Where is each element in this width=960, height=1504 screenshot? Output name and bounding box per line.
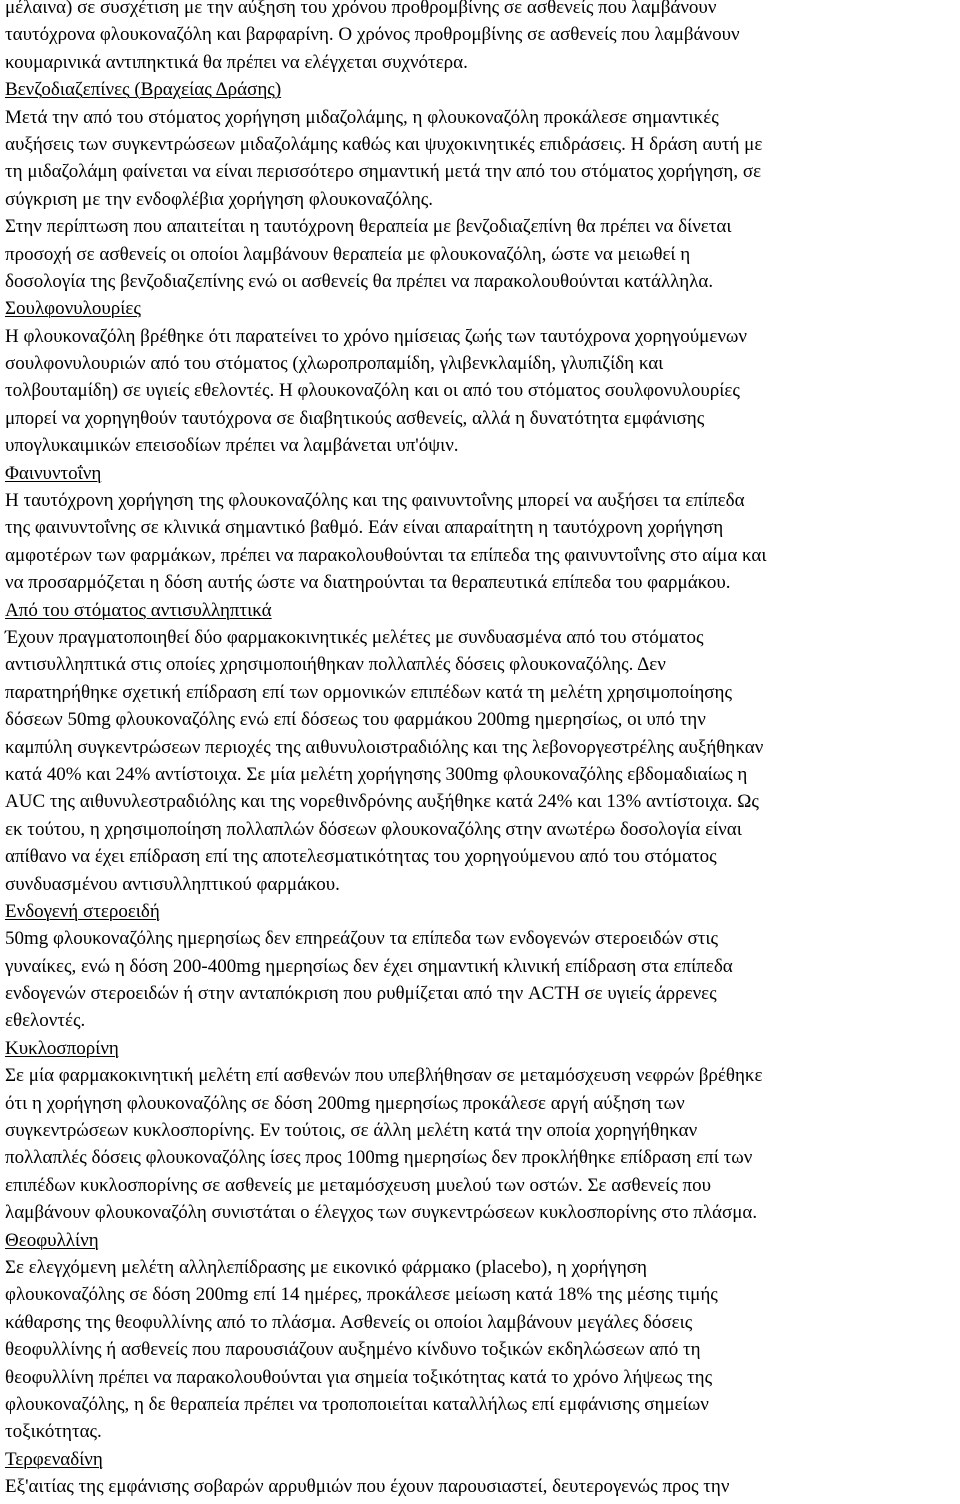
text-line: τη μιδαζολάμη φαίνεται να είναι περισσότερο σημαντική μετά την από του στόματος χορήγηση, σε <box>5 161 762 183</box>
paragraph <box>5 925 955 1035</box>
text-line: ταυτόχρονα φλουκοναζόλη και βαρφαρίνη. Ο χρόνος προθρομβίνης σε ασθενείς που λαμβάνουν <box>5 24 740 46</box>
section-heading <box>5 597 955 624</box>
heading-text: Από του στόματος αντισυλληπτικά <box>5 599 272 621</box>
text-line: AUC της αιθυνυλεστραδιόλης και της νορεθινδρόνης αυξήθηκε κατά 24% και 13% αντίστοιχα. Ως <box>5 791 759 813</box>
paragraph <box>5 0 955 76</box>
text-line: συνδυασμένου αντισυλληπτικού φαρμάκου. <box>5 873 340 895</box>
heading-text: Κυκλοσπορίνη <box>5 1037 119 1059</box>
paragraph <box>5 213 955 295</box>
text-line: ενδογενών στεροειδών ή στην ανταπόκριση που ρυθμίζεται από την ACTH σε υγιείς άρρενες <box>5 983 717 1005</box>
text-line: Η φλουκοναζόλη βρέθηκε ότι παρατείνει το χρόνο ημίσειας ζωής των ταυτόχρονα χορηγούμενων <box>5 325 748 347</box>
text-line: της φαινυντοΐνης σε κλινικά σημαντικό βαθμό. Εάν είναι απαραίτητη η ταυτόχρονη χορήγηση <box>5 517 724 539</box>
text-line: 50mg φλουκοναζόλης ημερησίως δεν επηρεάζουν τα επίπεδα των ενδογενών στεροειδών στις <box>5 928 718 950</box>
text-line: σουλφονυλουριών από του στόματος (χλωροπροπαμίδη, γλιβενκλαμίδη, γλυπιζίδη και <box>5 353 664 375</box>
section-heading <box>5 898 955 925</box>
paragraph <box>5 487 955 597</box>
text-line: Εξ'αιτίας της εμφάνισης σοβαρών αρρυθμιών που έχουν παρουσιαστεί, δευτερογενώς προς την <box>5 1476 730 1498</box>
paragraph <box>5 104 955 214</box>
text-line: φλουκοναζόλης, η δε θεραπεία πρέπει να τροποποιείται καταλλήλως επί εμφάνισης σημείων <box>5 1393 709 1415</box>
text-line: καμπύλη συγκεντρώσεων περιοχές της αιθυνυλοιστραδιόλης και της λεβονοργεστρέλης αυξήθηκαν <box>5 736 764 758</box>
section-heading <box>5 1227 955 1254</box>
text-line: υπογλυκαιμικών επεισοδίων πρέπει να λαμβάνεται υπ'όψιν. <box>5 435 459 457</box>
paragraph <box>5 1062 955 1226</box>
section-heading <box>5 1446 955 1473</box>
text-line: ότι η χορήγηση φλουκοναζόλης σε δόση 200mg ημερησίως προκάλεσε αργή αύξηση των <box>5 1092 685 1114</box>
paragraph <box>5 323 955 460</box>
text-line: λαμβάνουν φλουκοναζόλη συνιστάται ο έλεγχος των συγκεντρώσεων κυκλοσπορίνης στο πλάσμα. <box>5 1202 758 1224</box>
heading-text: Θεοφυλλίνη <box>5 1229 99 1251</box>
paragraph <box>5 1473 955 1500</box>
text-line: τολβουταμίδη) σε υγιείς εθελοντές. Η φλουκοναζόλη και οι από του στόματος σουλφονυλουρίες <box>5 380 740 402</box>
heading-text: Τερφεναδίνη <box>5 1448 103 1470</box>
text-line: Η ταυτόχρονη χορήγηση της φλουκοναζόλης και της φαινυντοΐνης μπορεί να αυξήσει τα επίπεδα <box>5 490 745 512</box>
text-line: Σε μία φαρμακοκινητική μελέτη επί ασθενών που υπεβλήθησαν σε μεταμόσχευση νεφρών βρέθηκε <box>5 1065 763 1087</box>
text-line: προσοχή σε ασθενείς οι οποίοι λαμβάνουν θεραπεία με φλουκοναζόλη, ώστε να μειωθεί η <box>5 243 691 265</box>
text-line: αυξήσεις των συγκεντρώσεων μιδαζολάμης καθώς και ψυχοκινητικές επιδράσεις. Η δράση αυτή με <box>5 133 763 155</box>
heading-text: Φαινυντοΐνη <box>5 462 102 484</box>
text-line: αντισυλληπτικά στις οποίες χρησιμοποιήθηκαν πολλαπλές δόσεις φλουκοναζόλης. Δεν <box>5 654 666 676</box>
text-line: κατά 40% και 24% αντίστοιχα. Σε μία μελέτη χορήγησης 300mg φλουκοναζόλης εβδομαδιαίως η <box>5 763 748 785</box>
text-line: κουμαρινικά αντιπηκτικά θα πρέπει να ελέγχεται συχνότερα. <box>5 51 468 73</box>
text-line: Μετά την από του στόματος χορήγηση μιδαζολάμης, η φλουκοναζόλη προκάλεσε σημαντικές <box>5 106 719 128</box>
section-heading <box>5 1035 955 1062</box>
text-line: πολλαπλές δόσεις φλουκοναζόλης ίσες προς 100mg ημερησίως δεν προκλήθηκε επίδραση επί των <box>5 1147 753 1169</box>
text-line: φλουκοναζόλης σε δόση 200mg επί 14 ημέρες, προκάλεσε μείωση κατά 18% της μέσης τιμής <box>5 1284 718 1306</box>
text-line: παρατηρήθηκε σχετική επίδραση επί των ορμονικών επιπέδων κατά τη μελέτη χρησιμοποίησης <box>5 681 733 703</box>
text-line: γυναίκες, ενώ η δόση 200-400mg ημερησίως δεν έχει σημαντική κλινική επίδραση στα επίπεδα <box>5 955 733 977</box>
document-page <box>5 0 955 1500</box>
text-line: απίθανο να έχει επίδραση επί της αποτελεσματικότητας του χορηγούμενου από του στόματος <box>5 846 717 868</box>
text-line: να προσαρμόζεται η δόση αυτής ώστε να διατηρούνται τα θεραπευτικά επίπεδα του φαρμάκου. <box>5 572 731 594</box>
text-line: αμφοτέρων των φαρμάκων, πρέπει να παρακολουθούνται τα επίπεδα της φαινυντοΐνης στο αίμα και <box>5 544 767 566</box>
text-line: κάθαρσης της θεοφυλλίνης από το πλάσμα. Ασθενείς οι οποίοι λαμβάνουν μεγάλες δόσεις <box>5 1311 693 1333</box>
text-line: εκ τούτου, η χρησιμοποίηση πολλαπλών δόσεων φλουκοναζόλης στην ανωτέρω δοσολογία είναι <box>5 818 742 840</box>
heading-text: Σουλφονυλουρίες <box>5 298 141 320</box>
text-line: Σε ελεγχόμενη μελέτη αλληλεπίδρασης με εικονικό φάρμακο (placebo), η χορήγηση <box>5 1256 647 1278</box>
text-line: Έχουν πραγματοποιηθεί δύο φαρμακοκινητικές μελέτες με συνδυασμένα από του στόματος <box>5 626 704 648</box>
text-line: μπορεί να χορηγηθούν ταυτόχρονα σε διαβητικούς ασθενείς, αλλά η δυνατότητα εμφάνισης <box>5 407 705 429</box>
text-line: επιπέδων κυκλοσπορίνης σε ασθενείς με μεταμόσχευση μυελού των οστών. Σε ασθενείς που <box>5 1174 712 1196</box>
section-heading <box>5 295 955 322</box>
text-line: θεοφυλλίνης ή ασθενείς που παρουσιάζουν αυξημένο κίνδυνο τοξικών εκδηλώσεων από τη <box>5 1339 701 1361</box>
section-heading <box>5 460 955 487</box>
text-line: σύγκριση με την ενδοφλέβια χορήγηση φλουκοναζόλης. <box>5 188 434 210</box>
text-line: μέλαινα) σε συσχέτιση με την αύξηση του χρόνου προθρομβίνης σε ασθενείς που λαμβάνουν <box>5 0 717 18</box>
text-line: δόσεων 50mg φλουκοναζόλης ενώ επί δόσεως του φαρμάκου 200mg ημερησίως, οι υπό την <box>5 709 706 731</box>
text-line: τοξικότητας. <box>5 1421 102 1443</box>
heading-text: Ενδογενή στεροειδή <box>5 900 160 922</box>
text-line: θεοφυλλίνη πρέπει να παρακολουθούνται για σημεία τοξικότητας κατά το χρόνο λήψεως της <box>5 1366 713 1388</box>
heading-text: Βενζοδιαζεπίνες (Βραχείας Δράσης) <box>5 79 282 101</box>
text-line: δοσολογία της βενζοδιαζεπίνης ενώ οι ασθενείς θα πρέπει να παρακολουθούνται κατάλληλα. <box>5 270 714 292</box>
text-line: συγκεντρώσεων κυκλοσπορίνης. Εν τούτοις, σε άλλη μελέτη κατά την οποία χορηγήθηκαν <box>5 1120 698 1142</box>
section-heading <box>5 76 955 103</box>
paragraph <box>5 1254 955 1446</box>
text-line: εθελοντές. <box>5 1010 86 1032</box>
paragraph <box>5 624 955 898</box>
text-line: Στην περίπτωση που απαιτείται η ταυτόχρονη θεραπεία με βενζοδιαζεπίνη θα πρέπει να δίνεται <box>5 216 732 238</box>
